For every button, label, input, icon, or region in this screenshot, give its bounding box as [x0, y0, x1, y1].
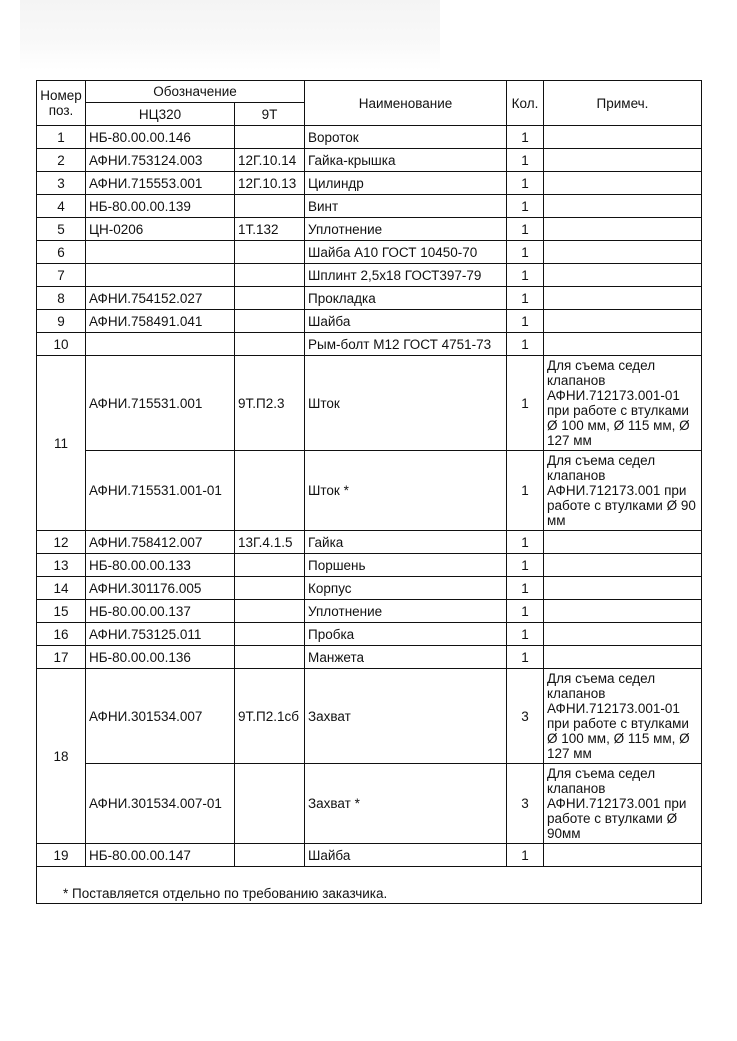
- note-cell: [544, 149, 702, 172]
- designation-b-cell: [235, 646, 305, 669]
- pos-cell: 19: [37, 844, 86, 867]
- note-cell: [544, 218, 702, 241]
- designation-b-cell: [235, 333, 305, 356]
- pos-cell: 16: [37, 623, 86, 646]
- designation-cell: ЦН-0206: [86, 218, 235, 241]
- designation-cell: АФНИ.301534.007-01: [86, 764, 235, 844]
- designation-cell: [86, 264, 235, 287]
- qty-cell: 3: [507, 764, 544, 844]
- designation-cell: АФНИ.758491.041: [86, 310, 235, 333]
- name-cell: Поршень: [305, 554, 507, 577]
- designation-cell: НБ-80.00.00.139: [86, 195, 235, 218]
- designation-cell: АФНИ.758412.007: [86, 531, 235, 554]
- qty-cell: 3: [507, 669, 544, 764]
- table-row: [37, 451, 702, 531]
- table-row: [37, 764, 702, 844]
- designation-b-cell: 9Т.П2.3: [235, 356, 305, 451]
- note-cell: [544, 172, 702, 195]
- note-cell: [544, 310, 702, 333]
- name-cell: Шток *: [305, 451, 507, 531]
- note-cell: [544, 646, 702, 669]
- qty-cell: 1: [507, 577, 544, 600]
- name-cell: Захват: [305, 669, 507, 764]
- designation-b-cell: [235, 126, 305, 149]
- qty-cell: 1: [507, 333, 544, 356]
- name-cell: Корпус: [305, 577, 507, 600]
- qty-cell: 1: [507, 646, 544, 669]
- table-row: [37, 554, 702, 577]
- designation-cell: НБ-80.00.00.137: [86, 600, 235, 623]
- name-cell: Захват *: [305, 764, 507, 844]
- table-row: [37, 356, 702, 451]
- designation-b-cell: [235, 554, 305, 577]
- pos-cell: 17: [37, 646, 86, 669]
- designation-b-cell: [235, 241, 305, 264]
- name-cell: Шайба А10 ГОСТ 10450-70: [305, 241, 507, 264]
- header-variant-b: 9Т: [235, 103, 305, 126]
- pos-cell: 10: [37, 333, 86, 356]
- table-row: [37, 531, 702, 554]
- footer-row: [37, 867, 702, 904]
- name-cell: Винт: [305, 195, 507, 218]
- designation-cell: АФНИ.754152.027: [86, 287, 235, 310]
- header-qty: Кол.: [507, 81, 544, 126]
- name-cell: Рым-болт М12 ГОСТ 4751-73: [305, 333, 507, 356]
- note-cell: Для съема седел клапанов АФНИ.712173.001 при работе с втулками Ø 90 мм: [544, 451, 702, 531]
- designation-cell: НБ-80.00.00.136: [86, 646, 235, 669]
- qty-cell: 1: [507, 149, 544, 172]
- table-row: [37, 126, 702, 149]
- designation-cell: АФНИ.301176.005: [86, 577, 235, 600]
- note-cell: Для съема седел клапанов АФНИ.712173.001 при работе с втулками Ø 90мм: [544, 764, 702, 844]
- note-cell: Для съема седел клапанов АФНИ.712173.001-01 при работе с втулками Ø 100 мм, Ø 115 мм, Ø 127 мм: [544, 669, 702, 764]
- note-cell: [544, 333, 702, 356]
- pos-cell: 7: [37, 264, 86, 287]
- scan-smudge: [20, 0, 440, 70]
- designation-b-cell: [235, 451, 305, 531]
- table-row: [37, 287, 702, 310]
- designation-b-cell: [235, 623, 305, 646]
- table-row: [37, 264, 702, 287]
- header-note: Примеч.: [544, 81, 702, 126]
- note-cell: [544, 600, 702, 623]
- qty-cell: 1: [507, 241, 544, 264]
- note-cell: [544, 554, 702, 577]
- note-cell: [544, 531, 702, 554]
- table-row: [37, 310, 702, 333]
- designation-b-cell: 13Г.4.1.5: [235, 531, 305, 554]
- name-cell: Вороток: [305, 126, 507, 149]
- pos-cell: 12: [37, 531, 86, 554]
- pos-cell: 3: [37, 172, 86, 195]
- name-cell: Уплотнение: [305, 600, 507, 623]
- designation-cell: НБ-80.00.00.133: [86, 554, 235, 577]
- qty-cell: 1: [507, 172, 544, 195]
- table-row: [37, 149, 702, 172]
- table-row: [37, 844, 702, 867]
- designation-b-cell: [235, 195, 305, 218]
- name-cell: Цилиндр: [305, 172, 507, 195]
- table-row: [37, 646, 702, 669]
- designation-cell: АФНИ.715531.001: [86, 356, 235, 451]
- header-variant-a: НЦ320: [86, 103, 235, 126]
- qty-cell: 1: [507, 531, 544, 554]
- pos-cell: 15: [37, 600, 86, 623]
- qty-cell: 1: [507, 195, 544, 218]
- designation-cell: АФНИ.301534.007: [86, 669, 235, 764]
- designation-cell: [86, 333, 235, 356]
- name-cell: Шплинт 2,5х18 ГОСТ397-79: [305, 264, 507, 287]
- footnote: * Поставляется отдельно по требованию заказчика.: [37, 867, 702, 904]
- qty-cell: 1: [507, 126, 544, 149]
- header-designation: Обозначение: [86, 81, 305, 103]
- designation-cell: АФНИ.753125.011: [86, 623, 235, 646]
- pos-cell: 11: [37, 356, 86, 531]
- designation-cell: НБ-80.00.00.146: [86, 126, 235, 149]
- name-cell: Шток: [305, 356, 507, 451]
- pos-cell: 5: [37, 218, 86, 241]
- qty-cell: 1: [507, 844, 544, 867]
- designation-b-cell: [235, 264, 305, 287]
- note-cell: [544, 126, 702, 149]
- designation-b-cell: [235, 577, 305, 600]
- pos-cell: 6: [37, 241, 86, 264]
- note-cell: [544, 623, 702, 646]
- pos-cell: 8: [37, 287, 86, 310]
- qty-cell: 1: [507, 264, 544, 287]
- header-pos: Номер поз.: [37, 81, 86, 126]
- pos-cell: 13: [37, 554, 86, 577]
- designation-cell: АФНИ.715531.001-01: [86, 451, 235, 531]
- table-row: [37, 333, 702, 356]
- pos-cell: 2: [37, 149, 86, 172]
- qty-cell: 1: [507, 310, 544, 333]
- note-cell: [544, 241, 702, 264]
- name-cell: Манжета: [305, 646, 507, 669]
- table-row: [37, 218, 702, 241]
- designation-cell: НБ-80.00.00.147: [86, 844, 235, 867]
- designation-b-cell: 12Г.10.14: [235, 149, 305, 172]
- designation-b-cell: [235, 310, 305, 333]
- designation-cell: АФНИ.715553.001: [86, 172, 235, 195]
- qty-cell: 1: [507, 356, 544, 451]
- table-row: [37, 172, 702, 195]
- qty-cell: 1: [507, 451, 544, 531]
- table-row: [37, 623, 702, 646]
- pos-cell: 1: [37, 126, 86, 149]
- note-cell: [544, 844, 702, 867]
- note-cell: [544, 264, 702, 287]
- qty-cell: 1: [507, 554, 544, 577]
- table-row: [37, 195, 702, 218]
- pos-cell: 14: [37, 577, 86, 600]
- designation-b-cell: 9Т.П2.1сб: [235, 669, 305, 764]
- note-cell: [544, 287, 702, 310]
- pos-cell: 9: [37, 310, 86, 333]
- pos-cell: 18: [37, 669, 86, 844]
- designation-cell: [86, 241, 235, 264]
- designation-b-cell: 12Г.10.13: [235, 172, 305, 195]
- qty-cell: 1: [507, 287, 544, 310]
- qty-cell: 1: [507, 600, 544, 623]
- table-row: [37, 577, 702, 600]
- name-cell: Прокладка: [305, 287, 507, 310]
- name-cell: Гайка-крышка: [305, 149, 507, 172]
- note-cell: Для съема седел клапанов АФНИ.712173.001-01 при работе с втулками Ø 100 мм, Ø 115 мм, Ø 127 мм: [544, 356, 702, 451]
- note-cell: [544, 577, 702, 600]
- name-cell: Шайба: [305, 310, 507, 333]
- qty-cell: 1: [507, 218, 544, 241]
- table-row: [37, 600, 702, 623]
- table-row: [37, 669, 702, 764]
- designation-cell: АФНИ.753124.003: [86, 149, 235, 172]
- spec-table: [36, 80, 702, 904]
- designation-b-cell: 1Т.132: [235, 218, 305, 241]
- pos-cell: 4: [37, 195, 86, 218]
- name-cell: Пробка: [305, 623, 507, 646]
- designation-b-cell: [235, 600, 305, 623]
- qty-cell: 1: [507, 623, 544, 646]
- header-name: Наименование: [305, 81, 507, 126]
- designation-b-cell: [235, 287, 305, 310]
- name-cell: Шайба: [305, 844, 507, 867]
- name-cell: Гайка: [305, 531, 507, 554]
- table-row: [37, 241, 702, 264]
- note-cell: [544, 195, 702, 218]
- designation-b-cell: [235, 764, 305, 844]
- name-cell: Уплотнение: [305, 218, 507, 241]
- designation-b-cell: [235, 844, 305, 867]
